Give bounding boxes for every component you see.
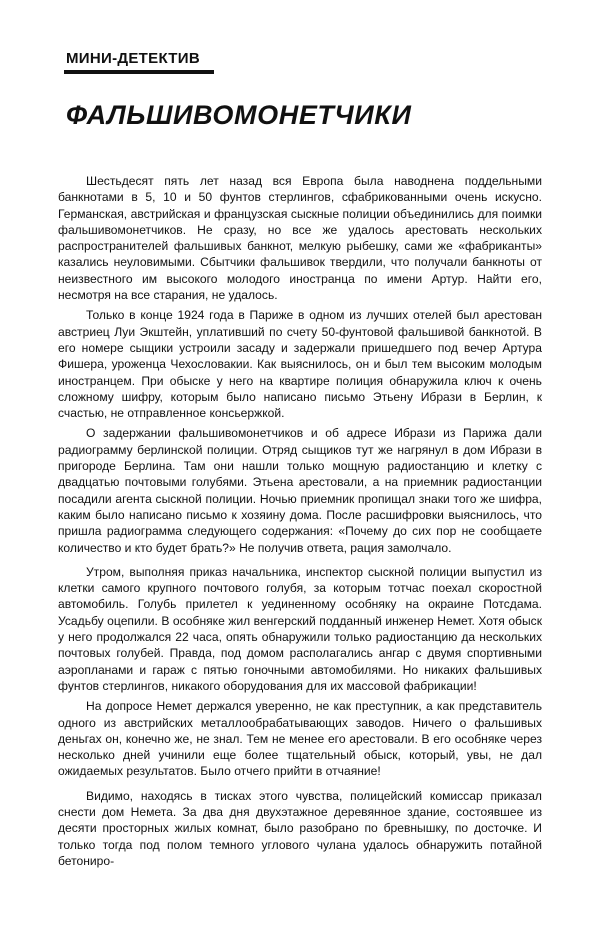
section-rubric: МИНИ-ДЕТЕКТИВ <box>66 50 200 67</box>
paragraph: Только в конце 1924 года в Париже в одном из лучших отелей был арестован австриец Луи Экштейн, уплативший по счету 50-фунтовой фальшивой банкнотой. В его номере сыщики устроили засаду и задержали пришедшего под вечер Артура Фишера, уроженца Чехословакии. Как выяснилось, он и был тем высоким молодым иностранцем. При обыске у него на квартире полиция обнаружила ключ к очень сложному шифру, которым было написано письмо Этьену Ибрази в Берлин, к счастью, не отправленное консьержкой. <box>58 308 542 421</box>
paragraph: Шестьдесят пять лет назад вся Европа была наводнена поддельными банкнотами в 5, 10 и 50 фунтов стерлингов, сфабрикованными очень искусно. Германская, австрийская и французская сыскные полиции объединились для поимки фальшивомонетчиков. Не сразу, но все же удалось арестовать нескольких распространителей фальшивых банкнот, мелкую рыбешку, сами же «фабриканты» казались неуловимыми. Сбытчики фальшивок твердили, что получали банкноты от неизвестного им высокого молодого иностранца по имени Артур. Найти его, несмотря на все старания, не удалось. <box>58 174 542 303</box>
rubric-underline <box>64 70 214 74</box>
article-title: ФАЛЬШИВОМОНЕТЧИКИ <box>66 100 412 130</box>
paragraph: О задержании фальшивомонетчиков и об адресе Ибрази из Парижа дали радиограмму берлинской полиции. Отряд сыщиков тут же нагрянул в дом Ибрази в пригороде Берлина. Там они нашли только мощную радиостанцию и клетку с двадцатью почтовыми голубями. Этьена арестовали, а на приемник радиостанции посадили агента сыскной полиции. Ночью приемник пропищал знаки того же шифра, каким было написано письмо к хозяину дома. После расшифровки выяснилось, что пришла радиограмма следующего содержания: «Почему до сих пор не сообщаете количество и кто будет брать?» Не получив ответа, рация замолчало. <box>58 426 542 555</box>
paragraph: Видимо, находясь в тисках этого чувства, полицейский комиссар приказал снести дом Немета. За два дня двухэтажное деревянное здание, состоявшее из десяти просторных жилых комнат, было разобрано по бревнышку, по досточке. И только тогда под полом темного углового чулана удалось обнаружить потайной бетониро- <box>58 788 542 868</box>
paragraph: На допросе Немет держался уверенно, не как преступник, а как представитель одного из австрийских металлообрабатывающих заводов. Ничего о фальшивых деньгах он, конечно же, не знал. Тем не менее его арестовали. В его особняке через несколько дней учинили еще более тщательный обыск, который, увы, не дал ожидаемых результатов. Было отчего прийти в отчаяние! <box>58 699 542 779</box>
article-body <box>58 173 542 869</box>
paragraph: Утром, выполняя приказ начальника, инспектор сыскной полиции выпустил из клетки самого крупного почтового голубя, за которым тотчас поехал скоростной автомобиль. Голубь прилетел к уединенному особняку на окраине Потсдама. Усадьбу оцепили. В особняке жил венгерский подданный инженер Немет. Хотя обыск у него продолжался 22 часа, опять обнаружили только радиостанцию да нескольких почтовых голубей. Правда, под домом располагались ангар с двумя спортивными аэропланами и гараж с пятью гоночными автомобилями. Но никаких фальшивых фунтов стерлингов, никакого оборудования для их массовой фабрикации! <box>58 564 542 693</box>
